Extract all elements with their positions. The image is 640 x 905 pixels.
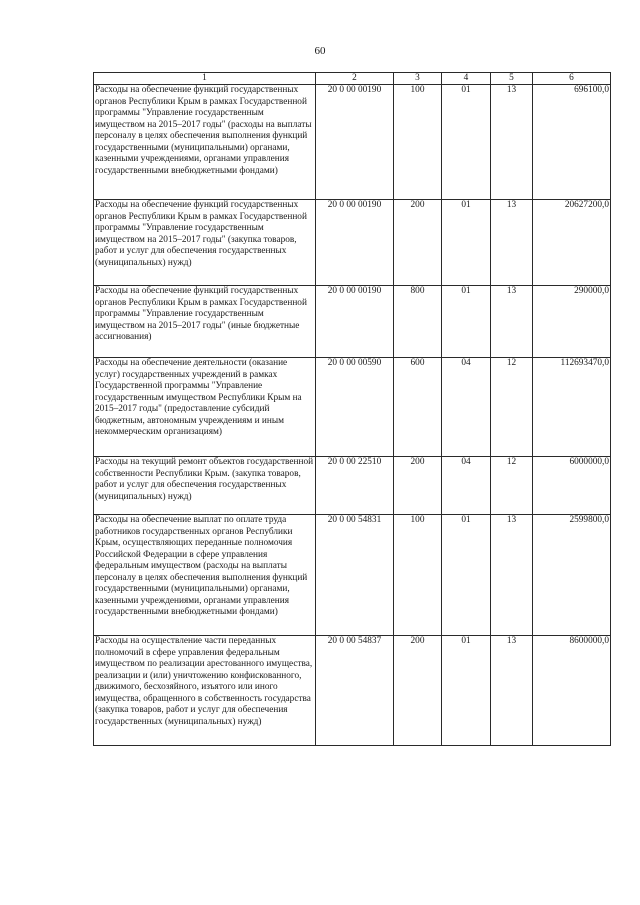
section-code: 01 <box>442 515 491 636</box>
header-row <box>94 73 611 85</box>
subsection-code: 13 <box>491 636 533 746</box>
expense-type-code: 600 <box>394 358 442 457</box>
expense-name: Расходы на обеспечение функций государственных органов Республики Крым в рамках Государственной программы "Управление государственным имуществом на 2015–2017 годы" (расходы на выплаты персоналу в целях обеспечения выполнения функций государственными (муниципальными) органами, казенными учреждениями, органами управления государственными внебюджетными фондами) <box>94 85 316 200</box>
table-row <box>94 636 611 746</box>
subsection-code: 13 <box>491 200 533 286</box>
subsection-code: 13 <box>491 286 533 358</box>
page-number: 60 <box>314 45 326 57</box>
subsection-code: 13 <box>491 85 533 200</box>
amount: 20627200,0 <box>533 200 611 286</box>
target-article-code: 20 0 00 00190 <box>316 85 394 200</box>
target-article-code: 20 0 00 00190 <box>316 286 394 358</box>
amount: 8600000,0 <box>533 636 611 746</box>
budget-table <box>93 72 611 746</box>
column-header-1: 1 <box>94 73 316 85</box>
subsection-code: 13 <box>491 515 533 636</box>
expense-type-code: 200 <box>394 636 442 746</box>
target-article-code: 20 0 00 00190 <box>316 200 394 286</box>
expense-name: Расходы на текущий ремонт объектов государственной собственности Республики Крым. (закупка товаров, работ и услуг для обеспечения государственных (муниципальных) нужд) <box>94 457 316 515</box>
expense-type-code: 200 <box>394 200 442 286</box>
column-header-5: 5 <box>491 73 533 85</box>
expense-name: Расходы на обеспечение функций государственных органов Республики Крым в рамках Государственной программы "Управление государственным имуществом на 2015–2017 годы" (иные бюджетные ассигнования) <box>94 286 316 358</box>
expense-type-code: 100 <box>394 85 442 200</box>
subsection-code: 12 <box>491 457 533 515</box>
amount: 2599800,0 <box>533 515 611 636</box>
column-header-4: 4 <box>442 73 491 85</box>
table-row <box>94 358 611 457</box>
expense-name: Расходы на обеспечение деятельности (оказание услуг) государственных учреждений в рамках Государственной программы "Управление государственным имуществом Республики Крым на 2015–2017 годы" (предоставление субсидий бюджетным, автономным учреждениям и иным некоммерческим организациям) <box>94 358 316 457</box>
expense-name: Расходы на обеспечение выплат по оплате труда работников государственных органов Республики Крым, осуществляющих переданные полномочия Российской Федерации в сфере управления федеральным имуществом (расходы на выплаты персоналу в целях обеспечения выполнения функций государственными (муниципальными) органами, казенными учреждениями, органами управления государственными внебюджетными фондами) <box>94 515 316 636</box>
expense-type-code: 200 <box>394 457 442 515</box>
table-row <box>94 85 611 200</box>
amount: 290000,0 <box>533 286 611 358</box>
expense-type-code: 800 <box>394 286 442 358</box>
section-code: 01 <box>442 636 491 746</box>
expense-type-code: 100 <box>394 515 442 636</box>
subsection-code: 12 <box>491 358 533 457</box>
section-code: 01 <box>442 200 491 286</box>
column-header-6: 6 <box>533 73 611 85</box>
expense-name: Расходы на обеспечение функций государственных органов Республики Крым в рамках Государственной программы "Управление государственным имуществом на 2015–2017 годы" (закупка товаров, работ и услуг для обеспечения государственных (муниципальных) нужд) <box>94 200 316 286</box>
amount: 696100,0 <box>533 85 611 200</box>
column-header-2: 2 <box>316 73 394 85</box>
table-row <box>94 200 611 286</box>
section-code: 04 <box>442 358 491 457</box>
target-article-code: 20 0 00 54837 <box>316 636 394 746</box>
section-code: 04 <box>442 457 491 515</box>
section-code: 01 <box>442 286 491 358</box>
target-article-code: 20 0 00 54831 <box>316 515 394 636</box>
column-header-3: 3 <box>394 73 442 85</box>
amount: 112693470,0 <box>533 358 611 457</box>
target-article-code: 20 0 00 00590 <box>316 358 394 457</box>
table-row <box>94 515 611 636</box>
table-row <box>94 286 611 358</box>
target-article-code: 20 0 00 22510 <box>316 457 394 515</box>
expense-name: Расходы на осуществление части переданных полномочий в сфере управления федеральным имуществом по реализации арестованного имущества, реализации и (или) уничтожению конфискованного, движимого, бесхозяйного, изъятого или иного имущества, обращенного в собственность государства (закупка товаров, работ и услуг для обеспечения государственных (муниципальных) нужд) <box>94 636 316 746</box>
table-row <box>94 457 611 515</box>
section-code: 01 <box>442 85 491 200</box>
amount: 6000000,0 <box>533 457 611 515</box>
